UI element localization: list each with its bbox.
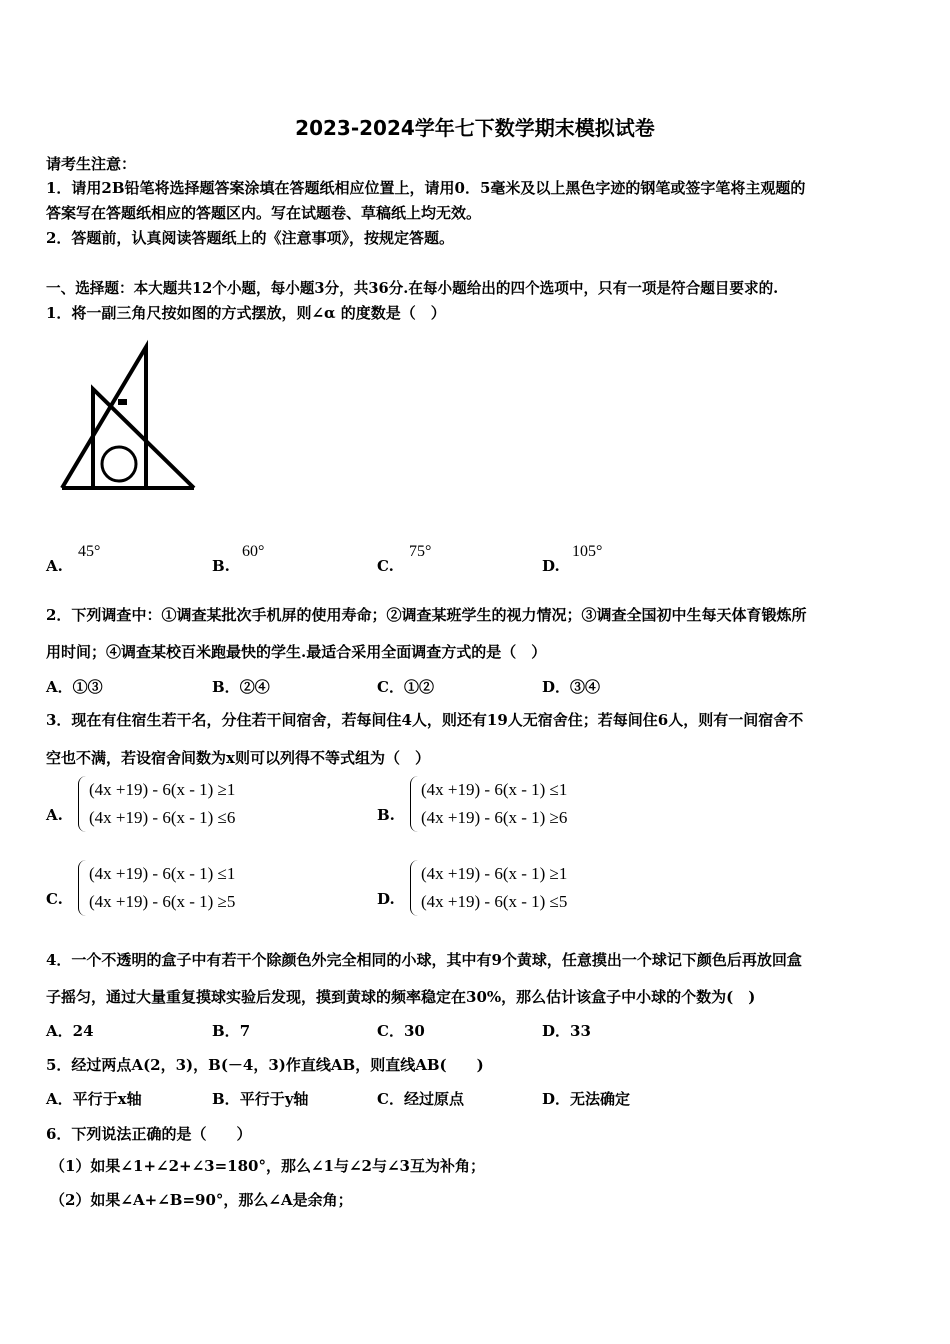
q1-option-a: A. 45° — [46, 543, 101, 575]
q3-option-a-label: A. — [46, 806, 63, 824]
q5-option-c: C．经过原点 — [377, 1090, 464, 1108]
q3-option-a-system: (4x +19) - 6(x - 1) ≥1 (4x +19) - 6(x - 1) ≤6 — [78, 776, 235, 832]
q4-option-d: D．33 — [542, 1022, 591, 1040]
q3-option-b-system: (4x +19) - 6(x - 1) ≤1 (4x +19) - 6(x - 1) ≥6 — [410, 776, 567, 832]
triangle-ruler-figure — [0, 0, 220, 520]
q4-option-b: B．7 — [212, 1022, 251, 1040]
q5-option-b: B．平行于y轴 — [212, 1090, 309, 1108]
question-4: 4．一个不透明的盒子中有若干个除颜色外完全相同的小球，其中有9个黄球，任意摸出一个球记下颜色后再放回盒 — [46, 951, 802, 969]
notice-line: 答案写在答题纸相应的答题区内。写在试题卷、草稿纸上均无效。 — [46, 204, 482, 222]
question-6: 6．下列说法正确的是（ ） — [46, 1125, 252, 1143]
q3-option-d-label: D. — [377, 890, 395, 908]
section-heading: 一、选择题：本大题共12个小题，每小题3分，共36分.在每小题给出的四个选项中，只有一项是符合题目要求的. — [46, 280, 779, 297]
q2-option-b: B．②④ — [212, 678, 270, 696]
notice-line: 2．答题前，认真阅读答题纸上的《注意事项》，按规定答题。 — [46, 229, 454, 247]
page-title: 2023-2024学年七下数学期末模拟试卷 — [295, 116, 655, 140]
q2-option-a: A．①③ — [46, 678, 103, 696]
question-3: 3．现在有住宿生若干名，分住若干间宿舍，若每间住4人，则还有19人无宿舍住；若每间住6人，则有一间宿舍不 — [46, 711, 804, 729]
notice-line: 1．请用2B铅笔将选择题答案涂填在答题纸相应位置上，请用0．5毫米及以上黑色字迹的钢笔或签字笔将主观题的 — [46, 179, 806, 197]
q1-option-d: D. 105° — [542, 543, 603, 575]
question-1: 1．将一副三角尺按如图的方式摆放，则∠α 的度数是（ ） — [46, 304, 446, 322]
question-4: 子摇匀，通过大量重复摸球实验后发现，摸到黄球的频率稳定在30%，那么估计该盒子中小球的个数为( ) — [46, 988, 756, 1006]
q1-option-b: B. 60° — [212, 543, 265, 575]
notice-heading: 请考生注意： — [46, 155, 137, 173]
q5-option-a: A．平行于x轴 — [46, 1090, 142, 1108]
q6-statement-1: （1）如果∠1+∠2+∠3=180°，那么∠1与∠2与∠3互为补角； — [50, 1157, 485, 1175]
q2-option-c: C．①② — [377, 678, 434, 696]
q6-statement-2: （2）如果∠A+∠B=90°，那么∠A是余角； — [50, 1191, 353, 1209]
q5-option-d: D．无法确定 — [542, 1090, 631, 1108]
q2-option-d: D．③④ — [542, 678, 601, 696]
q3-option-b-label: B. — [377, 806, 395, 824]
q3-option-d-system: (4x +19) - 6(x - 1) ≥1 (4x +19) - 6(x - 1) ≤5 — [410, 860, 567, 916]
q4-option-c: C．30 — [377, 1022, 425, 1040]
question-2: 2．下列调查中：①调查某批次手机屏的使用寿命；②调查某班学生的视力情况；③调查全国初中生每天体育锻炼所 — [46, 606, 807, 624]
q4-option-a: A．24 — [46, 1022, 94, 1040]
question-5: 5．经过两点A(2，3)，B(－4，3)作直线AB，则直线AB( ) — [46, 1056, 484, 1074]
question-2: 用时间；④调查某校百米跑最快的学生.最适合采用全面调查方式的是（ ） — [46, 643, 547, 661]
question-3: 空也不满，若设宿舍间数为x则可以列得不等式组为（ ） — [46, 749, 430, 767]
q3-option-c-system: (4x +19) - 6(x - 1) ≤1 (4x +19) - 6(x - 1) ≥5 — [78, 860, 235, 916]
q3-option-c-label: C. — [46, 890, 63, 908]
q1-option-c: C. 75° — [377, 543, 432, 575]
